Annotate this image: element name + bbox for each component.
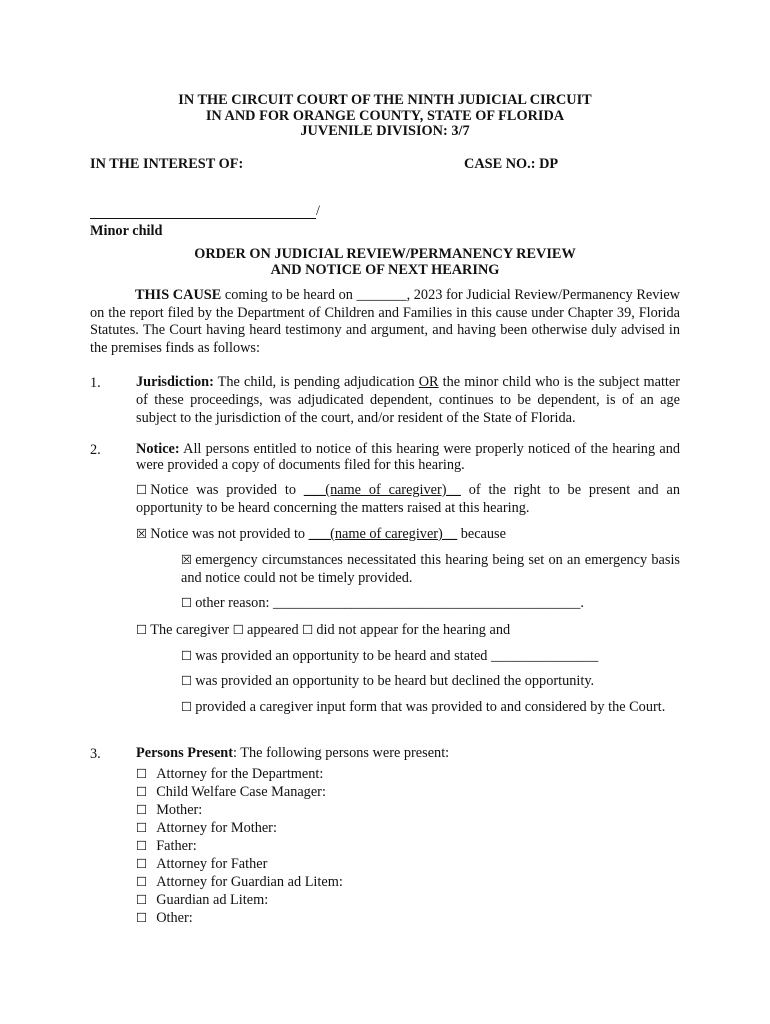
person-present-item bbox=[136, 783, 343, 801]
person-present-item bbox=[136, 873, 343, 891]
case-number-label: CASE NO.: DP bbox=[464, 156, 559, 172]
court-header bbox=[90, 93, 680, 140]
jurisdiction-or: OR bbox=[418, 374, 439, 390]
notice-not-provided-text-a: Notice was not provided to bbox=[150, 526, 309, 542]
other-reason-text: other reason: ___________________________________________. bbox=[195, 595, 584, 611]
person-present-label: Attorney for Guardian ad Litem: bbox=[156, 874, 343, 890]
jurisdiction-label: Jurisdiction: bbox=[136, 374, 214, 390]
caregiver-text-a: The caregiver bbox=[150, 622, 233, 638]
item-number-notice: 2. bbox=[90, 442, 101, 458]
notice-provided-text-a: Notice was provided to bbox=[150, 482, 304, 498]
person-present-label: Attorney for Father bbox=[156, 856, 268, 872]
intro-paragraph bbox=[90, 287, 680, 357]
court-header-line1: IN THE CIRCUIT COURT OF THE NINTH JUDICIAL CIRCUIT bbox=[178, 92, 592, 108]
court-header-line3: JUVENILE DIVISION: 3/7 bbox=[300, 123, 470, 139]
notice-not-provided-caregiver[interactable]: ___(name of caregiver)__ bbox=[308, 526, 458, 542]
notice-paragraph bbox=[136, 441, 680, 473]
jurisdiction-text-a: The child, is pending adjudication bbox=[213, 374, 419, 390]
notice-provided-text-b: of the right to be present and an opportunity to be heard concerning the matters raised at this hearing. bbox=[136, 482, 680, 516]
item-number-persons: 3. bbox=[90, 746, 101, 762]
minor-child-label: Minor child bbox=[90, 223, 163, 239]
person-present-item bbox=[136, 837, 343, 855]
order-title-line1: ORDER ON JUDICIAL REVIEW/PERMANENCY REVIEW bbox=[194, 246, 576, 262]
person-present-label: Mother: bbox=[156, 802, 203, 818]
notice-provided-row bbox=[136, 481, 680, 517]
person-present-checkbox[interactable]: ☐ bbox=[136, 856, 148, 871]
person-present-item bbox=[136, 819, 343, 837]
input-form-text: provided a caregiver input form that was provided to and considered by the Court. bbox=[195, 699, 666, 715]
interest-of-label: IN THE INTEREST OF: bbox=[90, 156, 244, 172]
item-number-jurisdiction: 1. bbox=[90, 375, 101, 391]
other-reason-row bbox=[181, 594, 680, 612]
did-not-appear-text: did not appear for the hearing and bbox=[316, 622, 511, 638]
notice-provided-checkbox[interactable]: ☐ bbox=[136, 482, 148, 497]
person-present-checkbox[interactable]: ☐ bbox=[136, 766, 148, 781]
person-present-item bbox=[136, 765, 343, 783]
notice-not-provided-row bbox=[136, 525, 680, 543]
person-present-checkbox[interactable]: ☐ bbox=[136, 784, 148, 799]
notice-label: Notice: bbox=[136, 441, 180, 457]
person-present-item bbox=[136, 855, 343, 873]
person-present-label: Other: bbox=[156, 910, 193, 926]
emergency-row bbox=[181, 551, 680, 587]
jurisdiction-paragraph bbox=[136, 374, 680, 427]
persons-list bbox=[136, 765, 343, 927]
persons-text: : The following persons were present: bbox=[233, 745, 450, 761]
person-present-item bbox=[136, 891, 343, 909]
opportunity-stated-row bbox=[181, 647, 680, 665]
order-title bbox=[90, 246, 680, 278]
person-present-item bbox=[136, 801, 343, 819]
person-present-label: Attorney for the Department: bbox=[156, 766, 324, 782]
opportunity-stated-checkbox[interactable]: ☐ bbox=[181, 648, 193, 663]
person-present-label: Attorney for Mother: bbox=[156, 820, 277, 836]
emergency-checkbox[interactable]: ☒ bbox=[181, 552, 193, 567]
person-present-label: Guardian ad Litem: bbox=[156, 892, 269, 908]
caption-slash: / bbox=[316, 203, 320, 219]
notice-text: All persons entitled to notice of this hearing were properly noticed of the hearing and were provided a copy of documents filed for this hearing. bbox=[136, 441, 680, 473]
notice-not-provided-text-b: because bbox=[457, 526, 506, 542]
notice-not-provided-checkbox[interactable]: ☒ bbox=[136, 526, 148, 541]
order-title-line2: AND NOTICE OF NEXT HEARING bbox=[270, 262, 500, 278]
caregiver-appearance-row bbox=[136, 621, 680, 639]
did-not-appear-checkbox[interactable]: ☐ bbox=[302, 622, 314, 637]
person-present-label: Child Welfare Case Manager: bbox=[156, 784, 326, 800]
other-reason-checkbox[interactable]: ☐ bbox=[181, 595, 193, 610]
opportunity-declined-checkbox[interactable]: ☐ bbox=[181, 673, 193, 688]
notice-provided-caregiver[interactable]: ___(name of caregiver)__ bbox=[303, 482, 461, 498]
opportunity-stated-text: was provided an opportunity to be heard and stated _______________ bbox=[195, 648, 599, 664]
person-present-label: Father: bbox=[156, 838, 197, 854]
input-form-row bbox=[181, 698, 680, 716]
intro-lead: THIS CAUSE bbox=[135, 287, 222, 303]
person-present-item bbox=[136, 909, 343, 927]
person-present-checkbox[interactable]: ☐ bbox=[136, 892, 148, 907]
input-form-checkbox[interactable]: ☐ bbox=[181, 699, 193, 714]
opportunity-declined-row bbox=[181, 672, 680, 690]
appeared-text: appeared bbox=[247, 622, 303, 638]
caregiver-checkbox[interactable]: ☐ bbox=[136, 622, 148, 637]
jurisdiction-text-b: the minor child who is the subject matter of these proceedings, was adjudicated dependent, continues to be dependent, is of an age subject to the jurisdiction of the court, and/or resident of the State of Florida. bbox=[136, 374, 681, 426]
persons-label: Persons Present bbox=[136, 745, 234, 761]
child-name-blank[interactable] bbox=[90, 205, 316, 219]
opportunity-declined-text: was provided an opportunity to be heard but declined the opportunity. bbox=[195, 673, 595, 689]
emergency-text: emergency circumstances necessitated this hearing being set on an emergency basis and notice could not be timely provided. bbox=[181, 552, 680, 586]
person-present-checkbox[interactable]: ☐ bbox=[136, 874, 148, 889]
intro-text: coming to be heard on _______, 2023 for Judicial Review/Permanency Review on the report filed by the Department of Children and Families in this cause under Chapter 39, Florida Statutes. The Court having heard testimony and argument, and having been otherwise duly advised in the premises finds as follows: bbox=[90, 287, 680, 356]
person-present-checkbox[interactable]: ☐ bbox=[136, 838, 148, 853]
persons-paragraph bbox=[136, 745, 680, 763]
appeared-checkbox[interactable]: ☐ bbox=[232, 622, 244, 637]
person-present-checkbox[interactable]: ☐ bbox=[136, 910, 148, 925]
person-present-checkbox[interactable]: ☐ bbox=[136, 820, 148, 835]
person-present-checkbox[interactable]: ☐ bbox=[136, 802, 148, 817]
court-header-line2: IN AND FOR ORANGE COUNTY, STATE OF FLORIDA bbox=[205, 107, 565, 124]
